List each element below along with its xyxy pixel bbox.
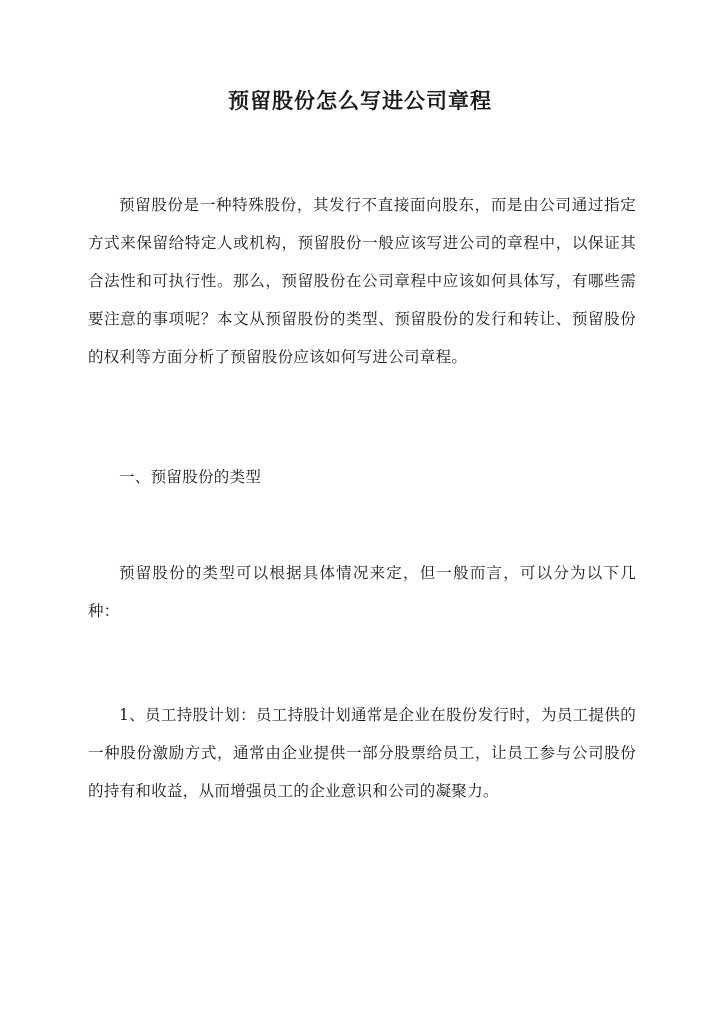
types-intro-paragraph: 预留股份的类型可以根据具体情况来定，但一般而言，可以分为以下几种： xyxy=(88,564,636,620)
list-item-employee-stock-plan: 1、员工持股计划：员工持股计划通常是企业在股份发行时，为员工提供的一种股份激励方式，通常由企业提供一部分股票给员工，让员工参与公司股份的持有和收益，从而增强员工的企业意识和公司的凝聚力。 xyxy=(88,706,636,800)
document-title: 预留股份怎么写进公司章程 xyxy=(228,88,492,113)
section-heading-types: 一、预留股份的类型 xyxy=(119,468,262,486)
intro-paragraph: 预留股份是一种特殊股份，其发行不直接面向股东，而是由公司通过指定方式来保留给特定人或机构，预留股份一般应该写进公司的章程中，以保证其合法性和可执行性。那么，预留股份在公司章程中应该如何具体写，有哪些需要注意的事项呢？本文从预留股份的类型、预留股份的发行和转让、预留股份的权利等方面分析了预留股份应该如何写进公司章程。 xyxy=(88,196,636,366)
